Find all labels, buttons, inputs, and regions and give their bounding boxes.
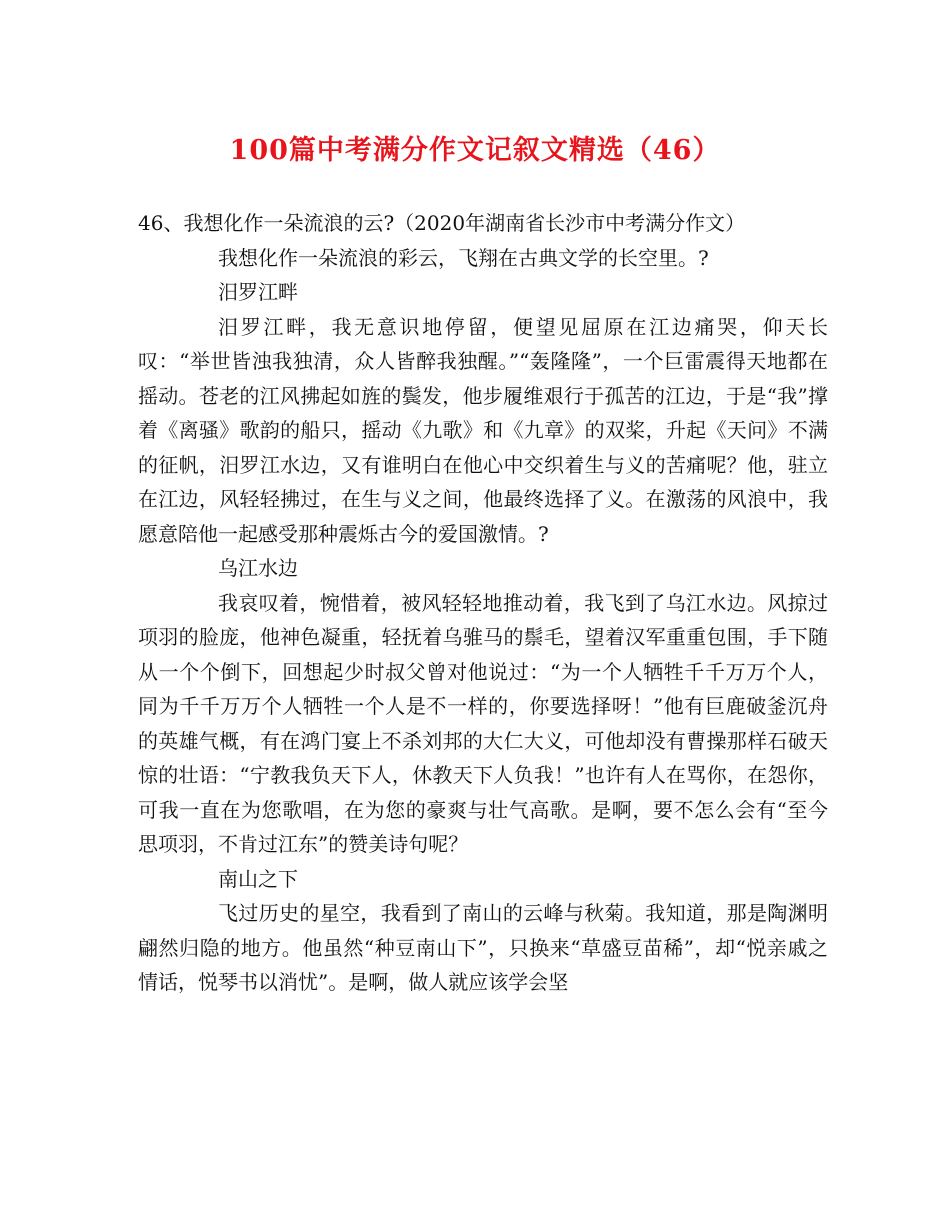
document-title: 100篇中考满分作文记叙文精选（46） <box>229 135 721 166</box>
section-heading-wujiang: 乌江水边 <box>218 556 298 580</box>
essay-intro: 我想化作一朵流浪的彩云，飞翔在古典文学的长空里。? <box>218 245 709 270</box>
section-heading-miluo: 汨罗江畔 <box>218 280 298 304</box>
section-paragraph-miluo: 汨罗江畔，我无意识地停留，便望见屈原在江边痛哭，仰天长叹：“举世皆浊我独清，众人皆醉我独醒。”“轰隆隆”，一个巨雷震得天地都在摇动。苍老的江风拂起如旌的鬓发，他步履维艰行于孤苦的江边，于是“我”撑着《离骚》歌韵的船只，摇动《九歌》和《九章》的双桨，升起《天问》不满的征帆，汨罗江水边，又有谁明白在他心中交织着生与义的苦痛呢？他，驻立在江边，风轻轻拂过，在生与义之间，他最终选择了义。在激荡的风浪中，我愿意陪他一起感受那种震烁古今的爱国激情。? <box>138 314 828 546</box>
section-paragraph-nanshan: 飞过历史的星空，我看到了南山的云峰与秋菊。我知道，那是陶渊明翩然归隐的地方。他虽然“种豆南山下”，只换来“草盛豆苗稀”，却“悦亲戚之情话，悦琴书以消忧”。是啊，做人就应该学会坚 <box>138 901 828 994</box>
section-paragraph-wujiang: 我哀叹着，惋惜着，被风轻轻地推动着，我飞到了乌江水边。风掠过项羽的脸庞，他神色凝重，轻抚着乌骓马的鬃毛，望着汉军重重包围，手下随从一个个倒下，回想起少时叔父曾对他说过：“为一个人牺牲千千万万个人，同为千千万万个人牺牲一个人是不一样的，你要选择呀！”他有巨鹿破釜沉舟的英雄气概，有在鸿门宴上不杀刘邦的大仁大义，可他却没有曹操那样石破天惊的壮语：“宁教我负天下人，休教天下人负我！”也许有人在骂你，在怨你，可我一直在为您歌唱，在为您的豪爽与壮气高歌。是啊，要不怎么会有“至今思项羽，不肯过江东”的赞美诗句呢？ <box>138 590 828 856</box>
section-heading-nanshan: 南山之下 <box>218 866 298 891</box>
document-body <box>138 206 828 1000</box>
essay-subtitle: 46、我想化作一朵流浪的云?（2020年湖南省长沙市中考满分作文） <box>138 211 746 235</box>
